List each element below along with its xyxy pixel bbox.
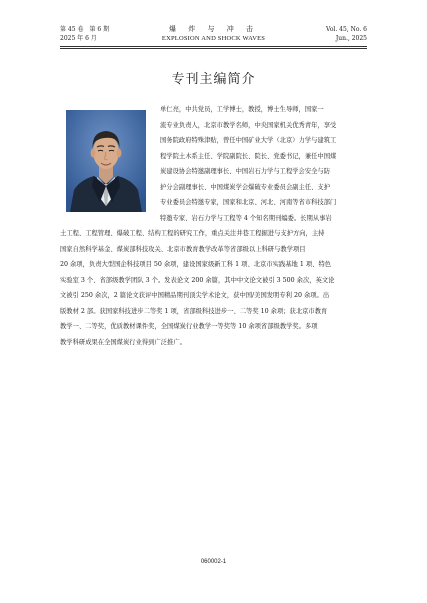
- bio-line: 专业委员会特邀专家，国家和北京、河北、河南等省市科技部门: [160, 199, 337, 206]
- bio-line: 土工程、工程管理、爆破工程、结构工程的研究工作，重点关注井巷工程掘进与支护方向，主持: [60, 230, 325, 237]
- bio-line: 国务院政府特殊津贴，曾任中国矿业大学（北京）力学与建筑工: [160, 137, 337, 144]
- bio-line: 流专业负责人，北京市教学名师，中央国家机关优秀青年，享受: [160, 121, 337, 129]
- bio-line: 单仁亮，中共党员，工学博士，教授，博士生导师，国家一: [160, 106, 324, 113]
- editor-portrait: [66, 110, 146, 212]
- bio-line: 版教材 2 部。获国家科技进步二等奖 1 项，省部级科技进步一、二等奖 10 余项；获北京市教育: [60, 307, 328, 315]
- running-header: [60, 25, 367, 57]
- bio-line: 程学院土木系主任、学院副院长、院长、党委书记，兼任中国煤: [160, 152, 337, 160]
- date-cn: 2025 年 6 月: [60, 35, 97, 42]
- bio-line: 教学科研成果在全国煤炭行业得到广泛推广。: [60, 338, 186, 346]
- bio-line: 特邀专家、岩石力学与工程等 4 个知名期刊编委。长期从事岩: [160, 214, 332, 222]
- header-right: [326, 25, 367, 43]
- bio-line: 实验室 3 个、省部级教学团队 3 个。发表论文 200 余篇，其中中文论文被引 3 500 余次，英文论: [60, 276, 335, 284]
- volume-issue-cn: 第 45 卷 第 6 期: [60, 26, 110, 33]
- date-en: Jun., 2025: [335, 35, 367, 42]
- person-portrait-icon: [66, 110, 146, 212]
- journal-title-en: EXPLOSION AND SHOCK WAVES: [161, 35, 266, 42]
- bio-line: 国家自然科学基金、煤炭部科技攻关、北京市教育教学改革等省部级以上科研与教学项目: [60, 245, 306, 253]
- header-rule-top: [60, 46, 367, 47]
- bio-line: 文被引 250 余次，2 篇论文获评中国精品期刊顶尖学术论文，获中国/美国发明专利 20 余项。出: [60, 292, 330, 299]
- header-rule-bottom: [60, 48, 367, 49]
- journal-title-cn: 爆 炸 与 冲 击: [169, 25, 258, 33]
- bio-line: 20 余项，负责大型国企科技项目 50 余项，建设国家级新工科 1 项、北京市实践基地 1 项、特色: [60, 261, 332, 268]
- bio-line: 炭建设协会特邀副理事长、中国岩石力学与工程学会安全与防: [160, 168, 331, 175]
- page-number: 060002-1: [200, 559, 227, 565]
- volume-issue-en: Vol. 45, No. 6: [326, 26, 367, 33]
- header-center: [60, 25, 367, 43]
- bio-line: 教学一、二等奖，优质教材课件奖，全国煤炭行业教学一等奖等 10 余项省部级教学奖。多项: [60, 323, 318, 330]
- page-title: 专刊主编简介: [171, 72, 256, 87]
- bio-paragraph-wrapped: [160, 102, 362, 226]
- bio-paragraph-full: [60, 226, 368, 350]
- bio-line: 护分会副理事长、中国煤炭学会爆破专业委员会副主任、支护: [160, 183, 331, 191]
